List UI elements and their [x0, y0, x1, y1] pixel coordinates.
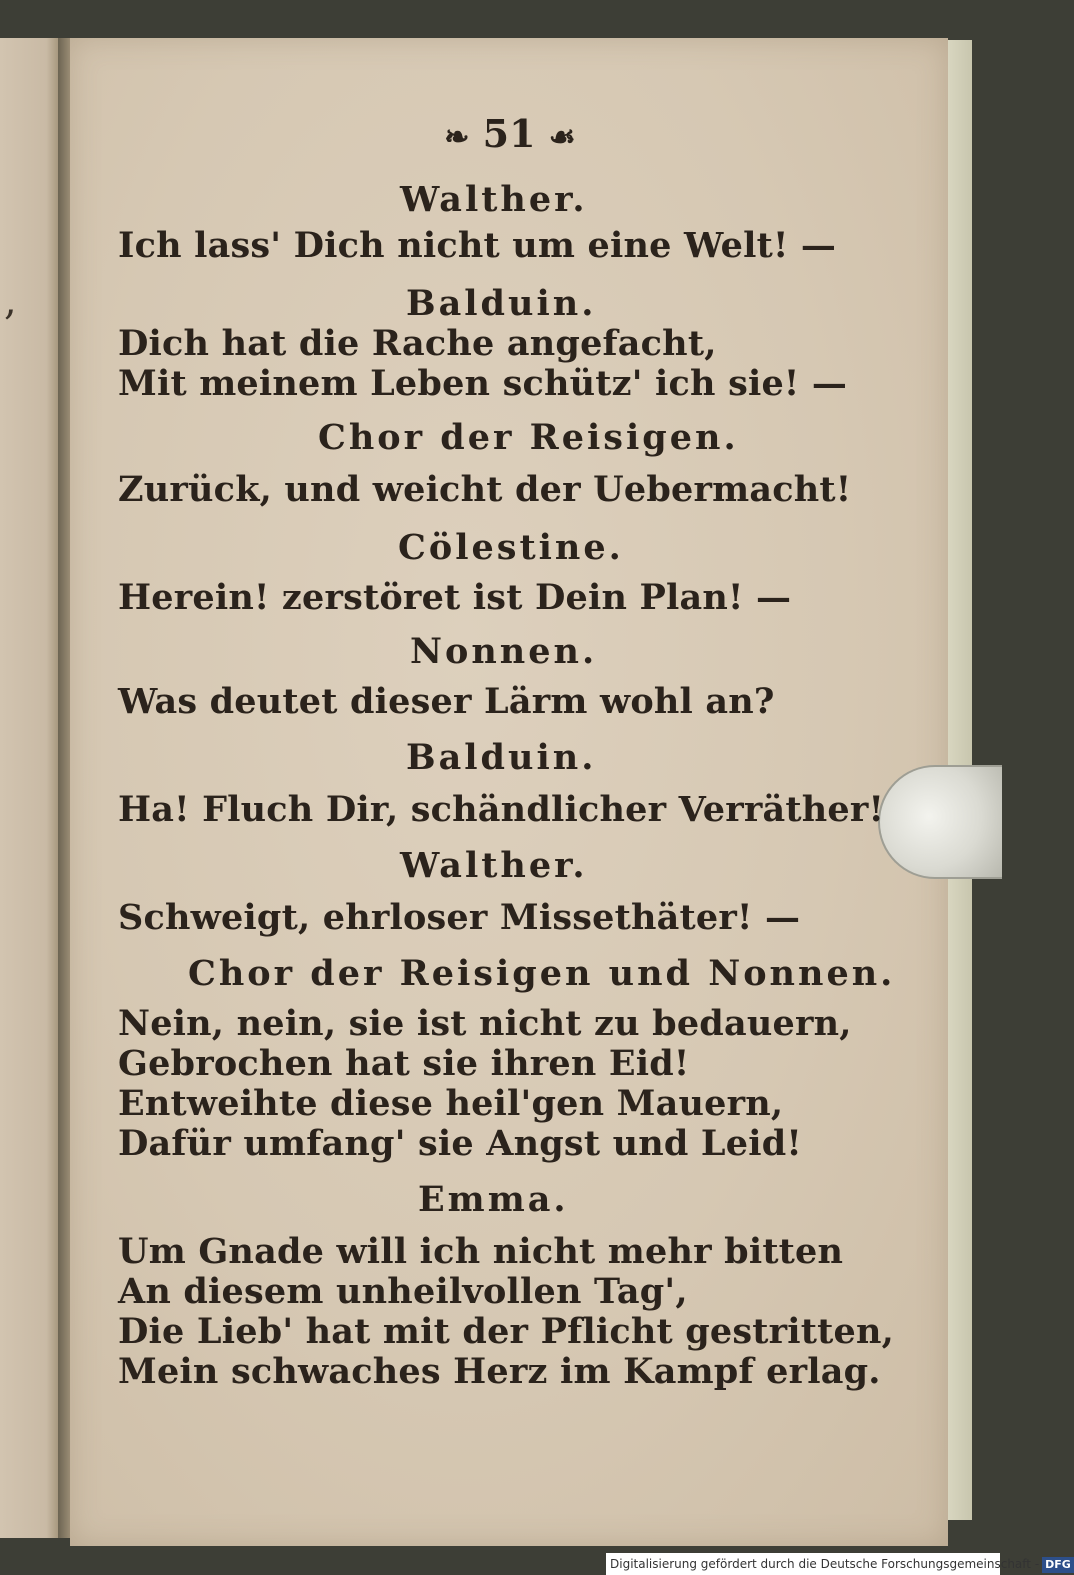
- verse-line: Herein! zerstöret ist Dein Plan! —: [118, 577, 792, 618]
- verse-line: Mit meinem Leben schütz' ich sie! —: [118, 363, 848, 404]
- speaker-walther: Walther.: [400, 179, 588, 220]
- speaker-chor-der-reisigen-und-nonnen: Chor der Reisigen und Nonnen.: [188, 953, 896, 994]
- book-gutter: [58, 38, 70, 1538]
- page-number: 51: [482, 111, 536, 156]
- speaker-chor-der-reisigen: Chor der Reisigen.: [318, 417, 739, 458]
- verse-line: Was deutet dieser Lärm wohl an?: [118, 681, 775, 722]
- dfg-logo: DFG: [1042, 1557, 1074, 1573]
- verse-line: Mein schwaches Herz im Kampf erlag.: [118, 1351, 881, 1392]
- left-page-edge: [0, 38, 58, 1538]
- footer-credit: [606, 1553, 1071, 1575]
- page-header: [430, 110, 590, 162]
- verse-line: An diesem unheilvollen Tag',: [118, 1271, 688, 1312]
- speaker-walther: Walther.: [400, 845, 588, 886]
- verse-line: Um Gnade will ich nicht mehr bitten: [118, 1231, 844, 1272]
- footer-text: Digitalisierung gefördert durch die Deutsche Forschungsgemeinschaft -: [610, 1557, 1040, 1571]
- verse-line: Entweihte diese heil'gen Mauern,: [118, 1083, 784, 1124]
- left-page-mark: ,: [4, 278, 17, 324]
- ornament-right-icon: ☙: [548, 120, 576, 155]
- verse-line: Ich lass' Dich nicht um eine Welt! —: [118, 225, 837, 266]
- verse-line: Dafür umfang' sie Angst und Leid!: [118, 1123, 802, 1164]
- speaker-emma: Emma.: [418, 1179, 569, 1220]
- speaker-balduin: Balduin.: [406, 283, 597, 324]
- verse-line: Schweigt, ehrloser Missethäter! —: [118, 897, 801, 938]
- speaker-coelestine: Cölestine.: [398, 527, 624, 568]
- verse-line: Nein, nein, sie ist nicht zu bedauern,: [118, 1003, 852, 1044]
- ornament-left-icon: ❧: [444, 120, 470, 155]
- verse-line: Zurück, und weicht der Uebermacht!: [118, 469, 852, 510]
- verse-line: Gebrochen hat sie ihren Eid!: [118, 1043, 690, 1084]
- speaker-nonnen: Nonnen.: [410, 631, 598, 672]
- speaker-balduin: Balduin.: [406, 737, 597, 778]
- verse-line: Die Lieb' hat mit der Pflicht gestritten,: [118, 1311, 895, 1352]
- page-tab-marker: [878, 765, 1002, 879]
- verse-line: Ha! Fluch Dir, schändlicher Verräther!: [118, 789, 885, 830]
- verse-line: Dich hat die Rache angefacht,: [118, 323, 717, 364]
